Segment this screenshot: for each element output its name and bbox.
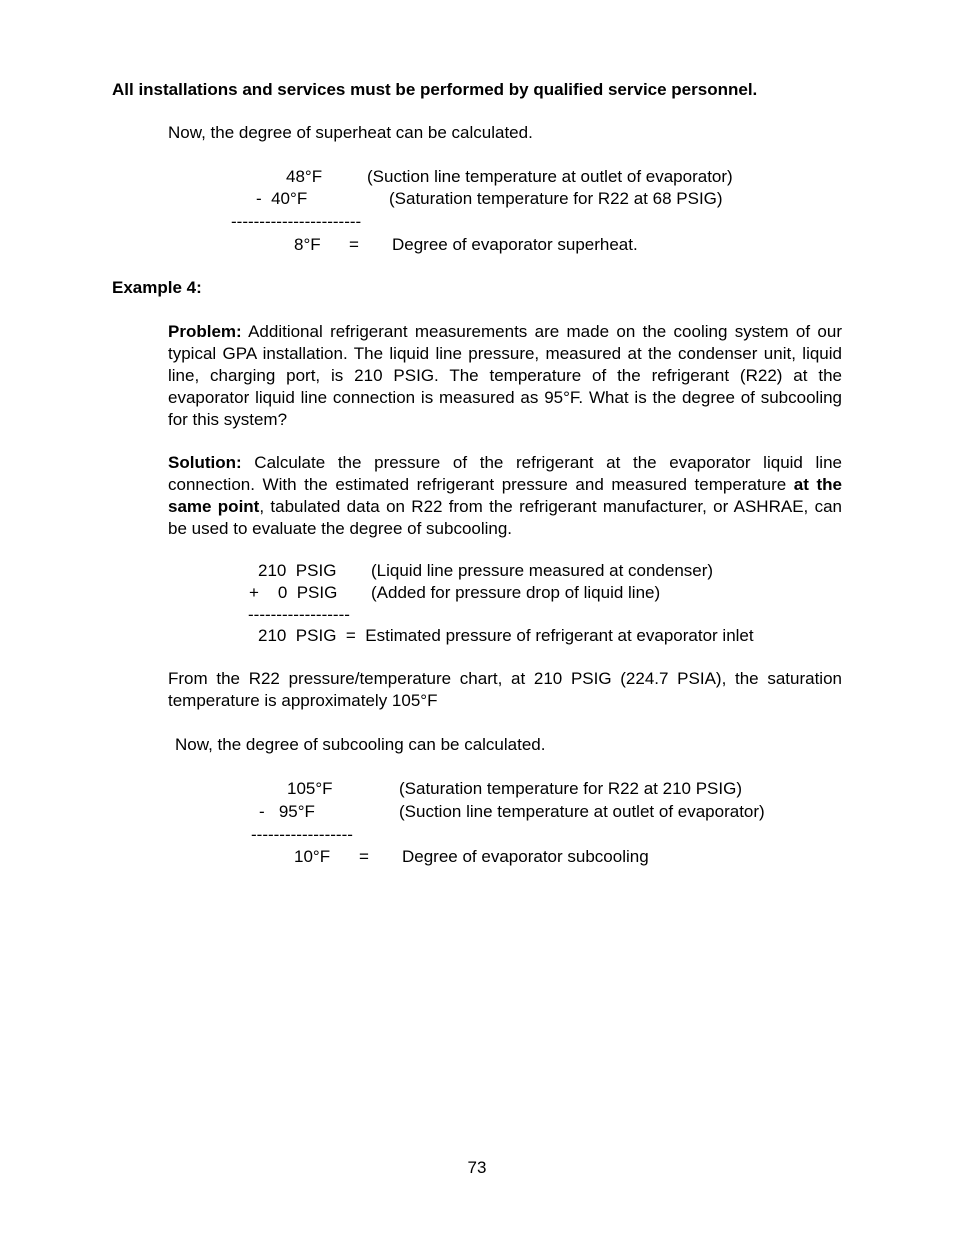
page-number: 73	[467, 1158, 487, 1177]
superheat-line1-value: 48°F	[286, 167, 323, 186]
superheat-line1-desc: (Suction line temperature at outlet of evaporator)	[367, 167, 733, 186]
superheat-result-value: 8°F	[294, 235, 321, 254]
subcooling-line1-value: 105°F	[287, 779, 333, 798]
subcooling-rule: ------------------	[251, 825, 353, 844]
subcooling-result-equals: =	[359, 847, 369, 866]
superheat-line2-desc: (Saturation temperature for R22 at 68 PSIG)	[389, 189, 723, 208]
pressure-rule: ------------------	[248, 605, 350, 624]
solution-text-1: Calculate the pressure of the refrigerant at the evaporator liquid line connection. With the estimated refrigerant pressure and measured temperature	[168, 453, 842, 494]
solution-bold-phrase: at the same point	[168, 475, 842, 516]
superheat-intro: Now, the degree of superheat can be calculated.	[168, 123, 533, 142]
subcooling-result-desc: Degree of evaporator subcooling	[402, 847, 649, 866]
superheat-result-equals: =	[349, 235, 359, 254]
chart-paragraph: From the R22 pressure/temperature chart, at 210 PSIG (224.7 PSIA), the saturation temperature is approximately 105°F	[168, 669, 842, 710]
pressure-line1-value: 210 PSIG	[258, 561, 337, 580]
solution-label: Solution:	[168, 453, 242, 472]
superheat-line2-value: - 40°F	[256, 189, 308, 208]
subcooling-intro: Now, the degree of subcooling can be calculated.	[175, 735, 546, 754]
problem-label: Problem:	[168, 322, 242, 341]
pressure-line2-value: + 0 PSIG	[249, 583, 338, 602]
pressure-line2-desc: (Added for pressure drop of liquid line)	[371, 583, 661, 602]
example-heading: Example 4:	[112, 278, 202, 297]
pressure-result: 210 PSIG = Estimated pressure of refrigerant at evaporator inlet	[258, 626, 754, 645]
solution-text-2: , tabulated data on R22 from the refrigerant manufacturer, or ASHRAE, can be used to evaluate the degree of subcooling.	[168, 497, 842, 538]
superheat-result-desc: Degree of evaporator superheat.	[392, 235, 638, 254]
problem-text: Additional refrigerant measurements are made on the cooling system of our typical GPA installation. The liquid line pressure, measured at the condenser unit, liquid line, charging port, is 210 PSIG. The temperature of the refrigerant (R22) at the evaporator liquid line connection is measured as 95°F. What is the degree of subcooling for this system?	[168, 322, 842, 429]
superheat-rule: -----------------------	[231, 212, 362, 231]
subcooling-line1-desc: (Saturation temperature for R22 at 210 PSIG)	[399, 779, 743, 798]
subcooling-line2-desc: (Suction line temperature at outlet of evaporator)	[399, 802, 765, 821]
safety-warning: All installations and services must be performed by qualified service personnel.	[112, 80, 758, 99]
subcooling-line2-value: - 95°F	[259, 802, 315, 821]
subcooling-result-value: 10°F	[294, 847, 331, 866]
problem-paragraph	[168, 321, 842, 431]
solution-paragraph	[168, 452, 842, 540]
pressure-line1-desc: (Liquid line pressure measured at condenser)	[371, 561, 714, 580]
